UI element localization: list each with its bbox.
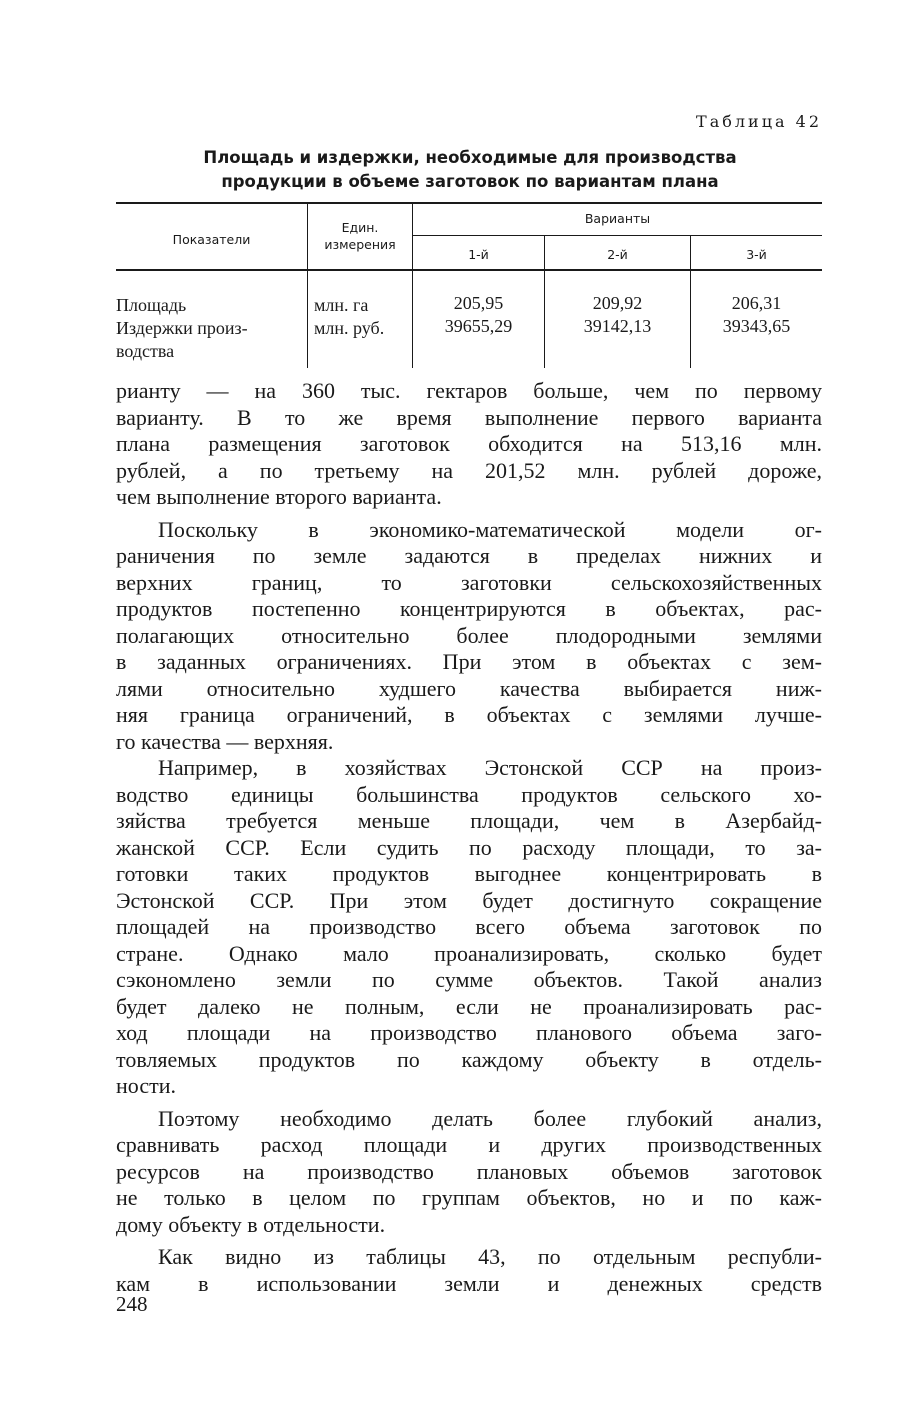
row-1-indicator: Площадь [116, 295, 187, 315]
text-line: Например, в хозяйствах Эстонской ССР на произ- [158, 755, 822, 780]
text-line: полагающих относительно более плодородными землями [116, 622, 822, 648]
text-line: сэкономлено земли по сумме объектов. Такой анализ [116, 967, 822, 992]
text-line: го качества — верхняя. [116, 728, 334, 754]
table-title-line-2: продукции в объеме заготовок по вариантам плана [221, 172, 719, 191]
table-top-rule [116, 202, 822, 204]
row-2-variant-2: 39142,13 [583, 316, 652, 336]
header-unit-line-2: измерения [324, 237, 396, 252]
row-2-indicator-line-1: Издержки произ- [116, 318, 248, 338]
text-line: будет далеко не полным, если не проанализировать рас- [116, 993, 822, 1019]
paragraph-3 [116, 755, 822, 1100]
text-line: ности. [116, 1073, 176, 1098]
row-1-variant-2: 209,92 [592, 293, 643, 313]
header-variant-2: 2-й [607, 247, 628, 262]
text-line: зяйства требуется меньше площади, чем в Азербайд- [116, 808, 822, 833]
text-line: ресурсов на производство плановых объемов заготовок [116, 1158, 822, 1184]
row-2-indicator-line-2: водства [116, 341, 175, 361]
body-text [116, 378, 822, 1297]
text-line: лями относительно худшего качества выбирается ниж- [116, 675, 822, 701]
text-line: верхних границ, то заготовки сельскохозяйственных [116, 569, 822, 595]
text-line: Как видно из таблицы 43, по отдельным республи- [158, 1244, 822, 1269]
text-line: Эстонской ССР. При этом будет достигнуто сокращение [116, 887, 822, 913]
row-2-unit: млн. руб. [314, 318, 385, 338]
row-2-variant-1: 39655,29 [444, 316, 513, 336]
page-number: 248 [116, 1292, 148, 1316]
row-1-unit: млн. га [314, 295, 369, 315]
text-line: площадей на производство всего объема заготовок по [116, 914, 822, 939]
header-variants: Варианты [584, 211, 651, 226]
paragraph-1 [116, 378, 822, 511]
header-variant-1: 1-й [468, 247, 489, 262]
text-line: жанской ССР. Если судить по расходу площади, то за- [116, 834, 822, 860]
text-line: раничения по земле задаются в пределах нижних и [116, 543, 822, 568]
table-title-line-1: Площадь и издержки, необходимые для производства [203, 148, 737, 167]
header-unit-line-1: Един. [341, 220, 379, 235]
row-2-variant-3: 39343,65 [722, 316, 791, 336]
header-bottom-rule [116, 269, 822, 271]
text-line: в заданных ограничениях. При этом в объектах с зем- [116, 649, 822, 674]
text-line: кам в использовании земли и денежных средств [116, 1270, 822, 1296]
paragraph-2 [116, 517, 822, 756]
text-line: готовки таких продуктов выгоднее концентрировать в [116, 861, 822, 886]
text-line: Поэтому необходимо делать более глубокий анализ, [158, 1105, 822, 1131]
text-line: рублей, а по третьему на 201,52 млн. рублей дороже, [116, 457, 822, 483]
data-table [116, 202, 822, 372]
paragraph-4 [116, 1106, 822, 1239]
text-line: сравнивать расход площади и других производственных [116, 1132, 822, 1157]
text-line: не только в целом по группам объектов, но и по каж- [116, 1185, 822, 1210]
text-line: рианту — на 360 тыс. гектаров больше, чем по первому [116, 378, 822, 403]
paragraph-5 [116, 1244, 822, 1297]
header-variant-3: 3-й [746, 247, 767, 262]
text-line: плана размещения заготовок обходится на 513,16 млн. [116, 431, 822, 456]
text-line: продуктов постепенно концентрируются в объектах, рас- [116, 596, 822, 621]
text-line: стране. Однако мало проанализировать, сколько будет [116, 940, 822, 966]
header-unit [308, 219, 412, 253]
text-line: товляемых продуктов по каждому объекту в отдель- [116, 1046, 822, 1072]
text-line: ход площади на производство планового объема заго- [116, 1020, 822, 1045]
row-1-variant-1: 205,95 [453, 293, 504, 313]
row-2-indicator [116, 317, 304, 363]
table-number-label: Таблица 42 [696, 112, 822, 131]
table-title [150, 146, 790, 194]
header-indicators: Показатели [172, 232, 251, 247]
text-line: водство единицы большинства продуктов сельского хо- [116, 781, 822, 807]
variants-rule [413, 235, 822, 236]
text-line: няя граница ограничений, в объектах с землями лучше- [116, 702, 822, 727]
text-line: Поскольку в экономико-математической модели ог- [158, 516, 822, 542]
text-line: варианту. В то же время выполнение первого варианта [116, 404, 822, 430]
col-divider-2 [412, 204, 413, 368]
text-line: чем выполнение второго варианта. [116, 484, 442, 509]
text-line: дому объекту в отдельности. [116, 1211, 386, 1237]
row-1-variant-3: 206,31 [731, 293, 782, 313]
